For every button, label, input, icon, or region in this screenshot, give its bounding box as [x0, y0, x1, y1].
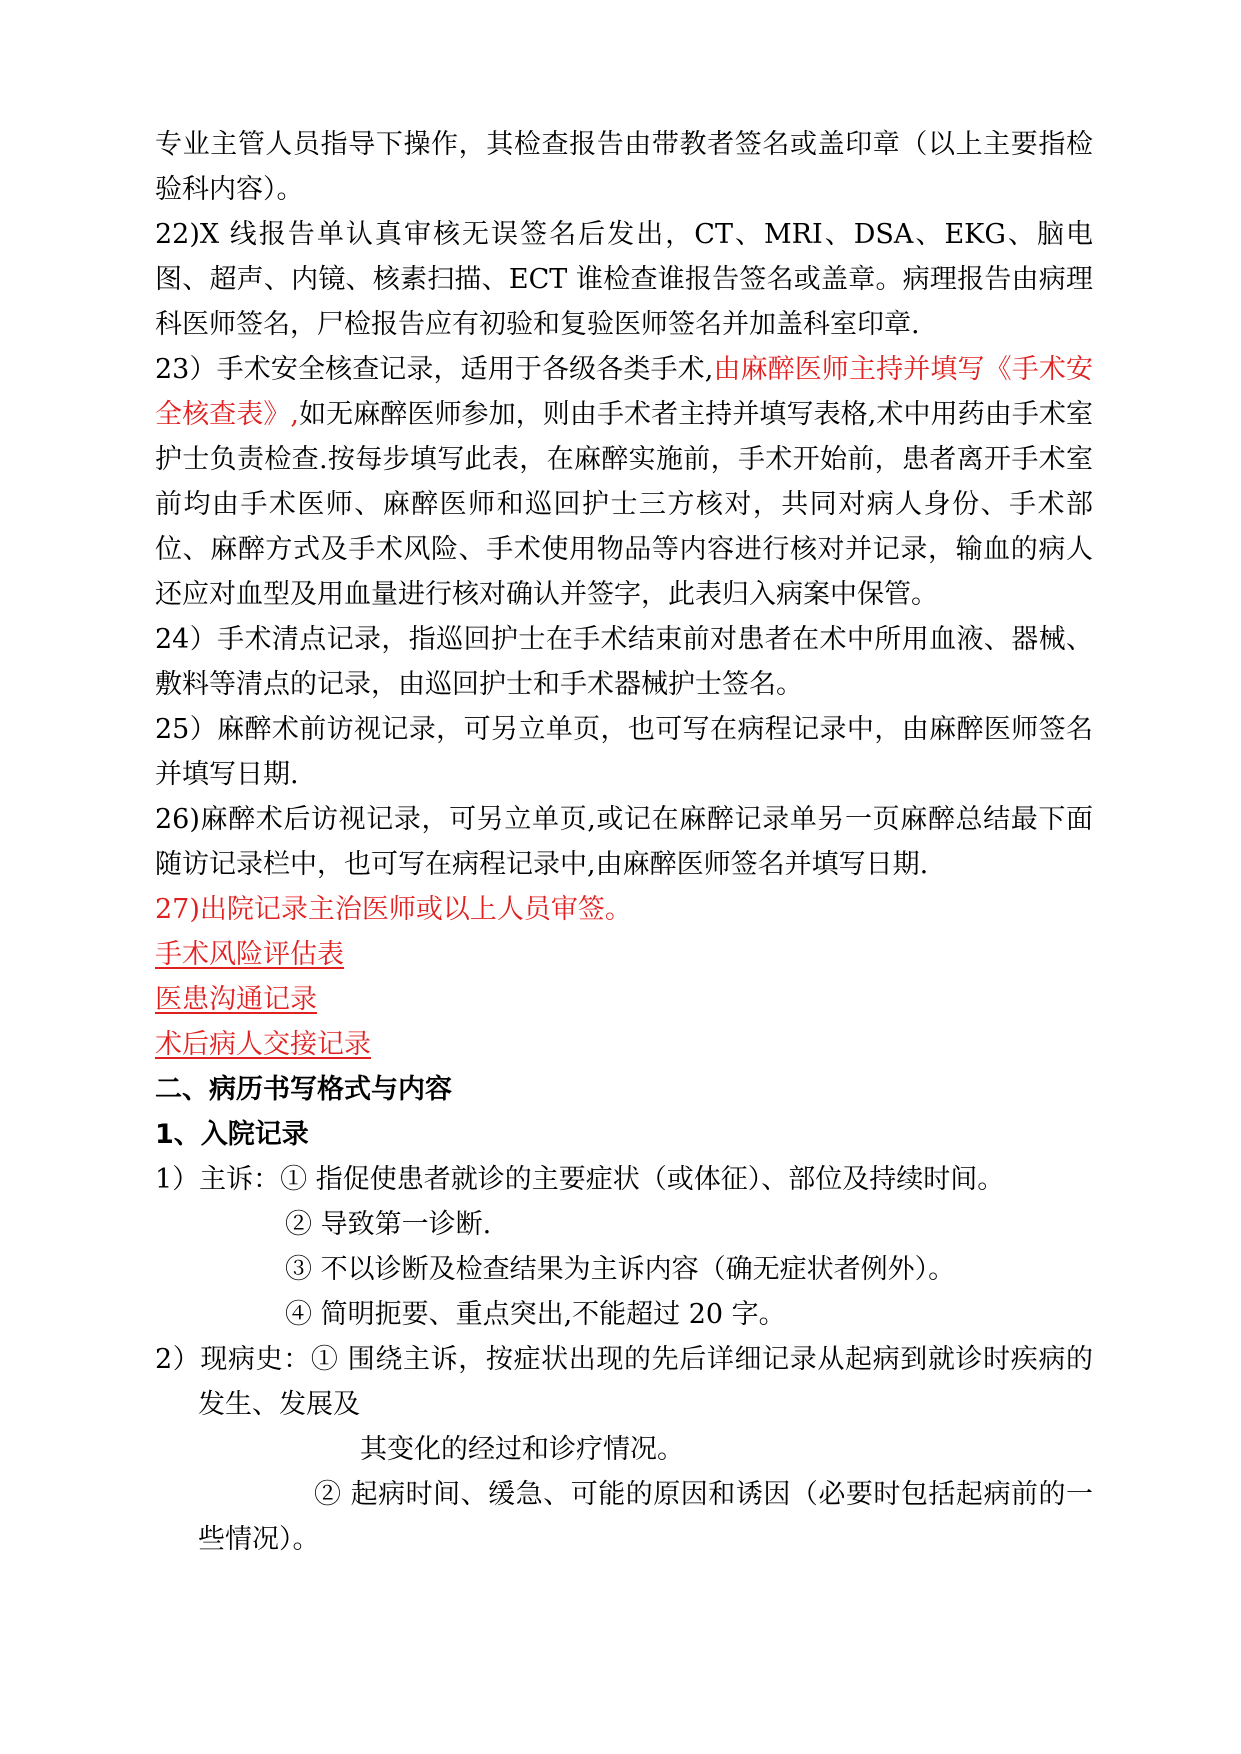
chief-complaint-item-1: 1）主诉：① 指促使患者就诊的主要症状（或体征）、部位及持续时间。: [155, 1164, 1005, 1195]
link-communication-record[interactable]: 医患沟通记录: [155, 984, 317, 1015]
paragraph-item-26: 26)麻醉术后访视记录，可另立单页,或记在麻醉记录单另一页麻醉总结最下面随访记录栏中，也可写在病程记录中,由麻醉医师签名并填写日期.: [155, 804, 1093, 880]
paragraph-item-22: 22)X 线报告单认真审核无误签名后发出，CT、MRI、DSA、EKG、脑电图、超声、内镜、核素扫描、ECT 谁检查谁报告签名或盖章。病理报告由病理科医师签名，尸检报告应有初验和复验医师签名并加盖科室印章.: [155, 219, 1093, 340]
paragraph-item-24: 24）手术清点记录，指巡回护士在手术结束前对患者在术中所用血液、器械、敷料等清点的记录，由巡回护士和手术器械护士签名。: [155, 624, 1093, 700]
section-heading: 二、病历书写格式与内容: [155, 1074, 452, 1105]
present-illness-item-1-cont: 其变化的经过和诊疗情况。: [360, 1434, 684, 1465]
link-row-risk: [155, 932, 1093, 977]
chief-complaint-item-2: ② 导致第一诊断.: [285, 1209, 492, 1240]
link-postop-handover-record[interactable]: 术后病人交接记录: [155, 1029, 371, 1060]
chief-complaint-item-4: ④ 简明扼要、重点突出,不能超过 20 字。: [285, 1299, 786, 1330]
chief-complaint-item-3: ③ 不以诊断及检查结果为主诉内容（确无症状者例外）。: [285, 1254, 956, 1285]
document-body: [155, 122, 1093, 1562]
item-23-highlight: 由麻醉医师主持并填写《手术安全核查表》,: [155, 354, 1093, 430]
link-row-communication: [155, 977, 1093, 1022]
link-row-handover: [155, 1022, 1093, 1067]
present-illness-item-1: 2）现病史：① 围绕主诉，按症状出现的先后详细记录从起病到就诊时疾病的发生、发展及: [155, 1344, 1093, 1420]
item-23-body: 如无麻醉医师参加，则由手术者主持并填写表格,术中用药由手术室护士负责检查.按每步填写此表，在麻醉实施前，手术开始前，患者离开手术室前均由手术医师、麻醉医师和巡回护士三方核对，共同对病人身份、手术部位、麻醉方式及手术风险、手术使用物品等内容进行核对并记录，输血的病人还应对血型及用血量进行核对确认并签字，此表归入病案中保管。: [155, 399, 1093, 610]
link-risk-assessment-form[interactable]: 手术风险评估表: [155, 939, 344, 970]
subsection-heading: 1、入院记录: [155, 1119, 309, 1150]
present-illness-item-2: ② 起病时间、缓急、可能的原因和诱因（必要时包括起病前的一些情况）。: [198, 1479, 1093, 1555]
paragraph-item-23: [155, 347, 1093, 617]
paragraph-item-25: 25）麻醉术前访视记录，可另立单页，也可写在病程记录中，由麻醉医师签名并填写日期.: [155, 714, 1093, 790]
paragraph-lab-report: 专业主管人员指导下操作，其检查报告由带教者签名或盖印章（以上主要指检验科内容）。: [155, 129, 1093, 205]
item-23-intro: 23）手术安全核查记录，适用于各级各类手术,: [155, 354, 714, 385]
paragraph-item-27: 27)出院记录主治医师或以上人员审签。: [155, 894, 632, 925]
